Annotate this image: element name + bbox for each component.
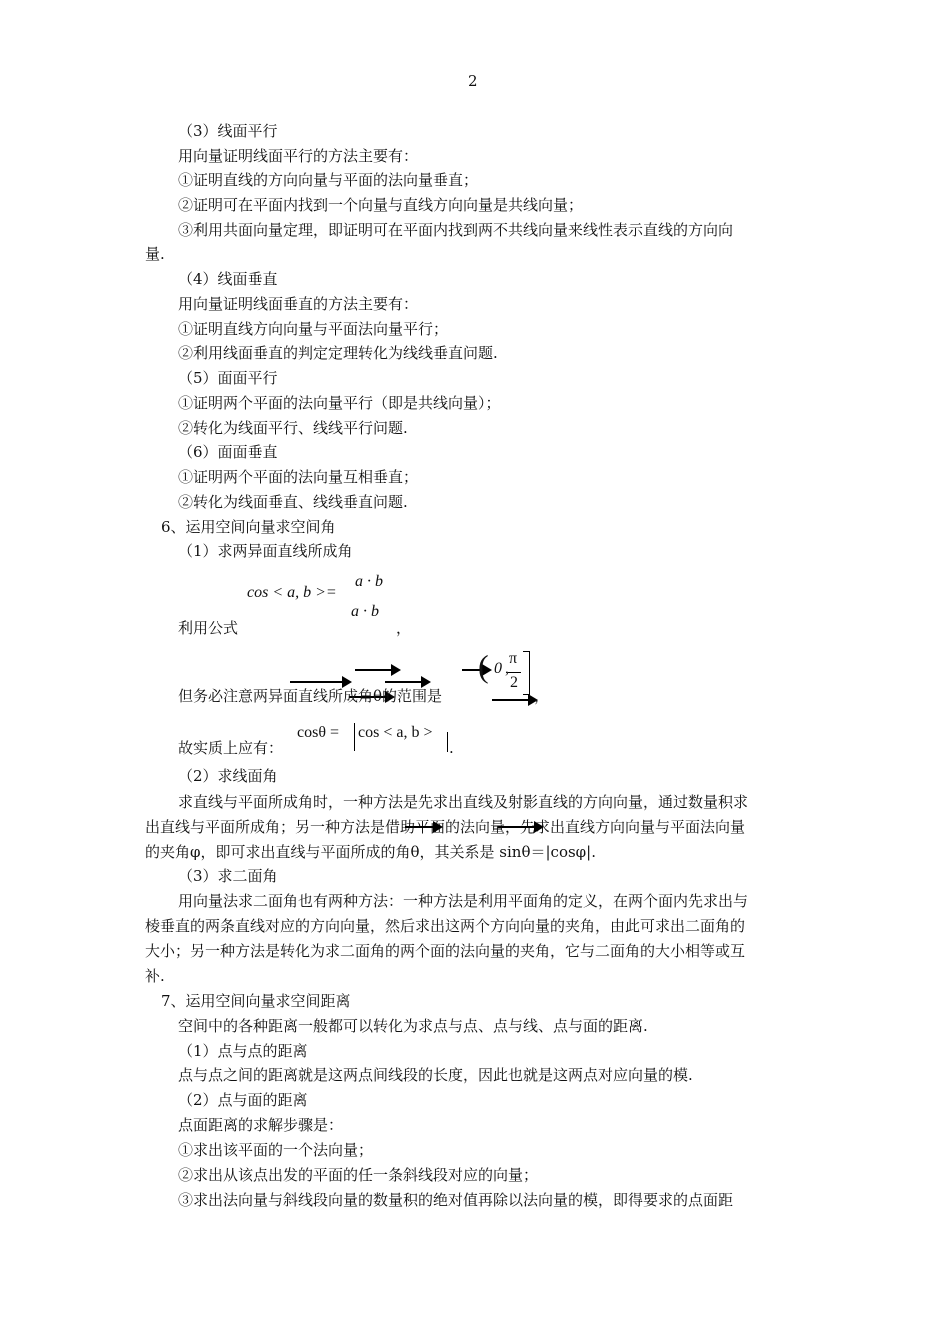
text-line: 棱垂直的两条直线对应的方向向量，然后求出这两个方向向量的夹角，由此可求出二面角的: [145, 917, 746, 935]
text-line: ①求出该平面的一个法向量；: [178, 1141, 374, 1159]
subheading-skew-lines-angle: （1）求两异面直线所成角: [178, 542, 353, 560]
text-line: ①证明两个平面的法向量平行（即是共线向量）；: [178, 394, 501, 412]
text-line: 利用公式: [178, 619, 239, 637]
text-line: ②利用线面垂直的判定定理转化为线线垂直问题.: [178, 344, 498, 362]
text-line: 用向量法求二面角也有两种方法：一种方法是利用平面角的定义，在两个面内先求出与: [178, 892, 749, 910]
heading-line-plane-perpendicular: （4）线面垂直: [178, 270, 278, 288]
formula-cos-lhs: cos < a, b >=: [247, 584, 337, 601]
text-line: 出直线与平面所成角；另一种方法是借助平面的法向量，先求出直线方向向量与平面法向量: [145, 818, 746, 836]
text-line: 的夹角φ，即可求出直线与平面所成的角θ，其关系是 sinθ＝|cosφ|.: [145, 843, 596, 861]
text-line: 点面距离的求解步骤是：: [178, 1116, 344, 1134]
text-line: 求直线与平面所成角时，一种方法是先求出直线及射影直线的方向向量，通过数量积求: [178, 793, 749, 811]
vector-arrow-icon: [492, 693, 538, 707]
formula-abs-lhs: cosθ =: [297, 724, 340, 741]
range-comma: ,: [505, 660, 509, 677]
text-line: 用向量证明线面平行的方法主要有：: [178, 147, 419, 165]
range-fraction-bar: [508, 672, 521, 673]
range-pi: π: [509, 650, 518, 667]
range-two: 2: [510, 674, 518, 691]
vector-arrow-icon: [498, 820, 544, 834]
text-line: ②证明可在平面内找到一个向量与直线方向向量是共线向量；: [178, 196, 584, 214]
subheading-point-plane-distance: （2）点与面的距离: [178, 1091, 308, 1109]
text-line: ①证明直线方向向量与平面法向量平行；: [178, 320, 449, 338]
heading-plane-plane-perpendicular: （6）面面垂直: [178, 443, 278, 461]
text-line: ③利用共面向量定理，即证明可在平面内找到两不共线向量来线性表示直线的方向向: [178, 221, 734, 239]
text-line: 大小；另一种方法是转化为求二面角的两个面的法向量的夹角，它与二面角的大小相等或互: [145, 942, 746, 960]
text-line: ②转化为线面垂直、线线垂直问题.: [178, 493, 408, 511]
text-line: 但务必注意两异面直线所成角θ的范围是: [178, 687, 443, 705]
formula-fraction-denominator: a · b: [351, 603, 379, 620]
text-line: 空间中的各种距离一般都可以转化为求点与点、点与线、点与面的距离.: [178, 1017, 648, 1035]
text-line: ③求出法向量与斜线段向量的数量积的绝对值再除以法向量的模，即得要求的点面距: [178, 1191, 734, 1209]
text-comma: ，: [396, 619, 412, 637]
range-open-paren: (: [478, 648, 489, 684]
text-line: ①证明两个平面的法向量互相垂直；: [178, 468, 419, 486]
text-line: 补.: [145, 967, 165, 985]
text-period: .: [449, 739, 454, 757]
text-line: 点与点之间的距离就是这两点间线段的长度，因此也就是这两点对应向量的模.: [178, 1066, 693, 1084]
subheading-line-plane-angle: （2）求线面角: [178, 767, 278, 785]
range-zero: 0: [494, 660, 502, 677]
range-bracket-top: [523, 651, 529, 652]
text-line: ①证明直线的方向向量与平面的法向量垂直；: [178, 171, 479, 189]
abs-left-bar: [354, 723, 355, 751]
heading-line-plane-parallel: （3）线面平行: [178, 122, 278, 140]
text-line: 故实质上应有：: [178, 739, 284, 757]
text-line: 用向量证明线面垂直的方法主要有：: [178, 295, 419, 313]
text-comma: ，: [534, 687, 550, 705]
text-line: ②转化为线面平行、线线平行问题.: [178, 419, 408, 437]
range-bracket-bottom: [523, 694, 529, 695]
subheading-point-point-distance: （1）点与点的距离: [178, 1042, 308, 1060]
abs-right-bar: [447, 732, 448, 752]
section-heading-angles: 6、运用空间向量求空间角: [161, 518, 336, 536]
range-close-bracket: [529, 651, 530, 695]
text-line: 量.: [145, 245, 165, 263]
heading-plane-plane-parallel: （5）面面平行: [178, 369, 278, 387]
formula-abs-inner: cos < a, b >: [358, 724, 433, 741]
page-number: 2: [468, 72, 478, 90]
section-heading-distances: 7、运用空间向量求空间距离: [161, 992, 351, 1010]
vector-arrow-icon: [405, 820, 443, 834]
text-line: ②求出从该点出发的平面的任一条斜线段对应的向量；: [178, 1166, 539, 1184]
subheading-dihedral-angle: （3）求二面角: [178, 867, 278, 885]
formula-fraction-numerator: a · b: [355, 573, 383, 590]
